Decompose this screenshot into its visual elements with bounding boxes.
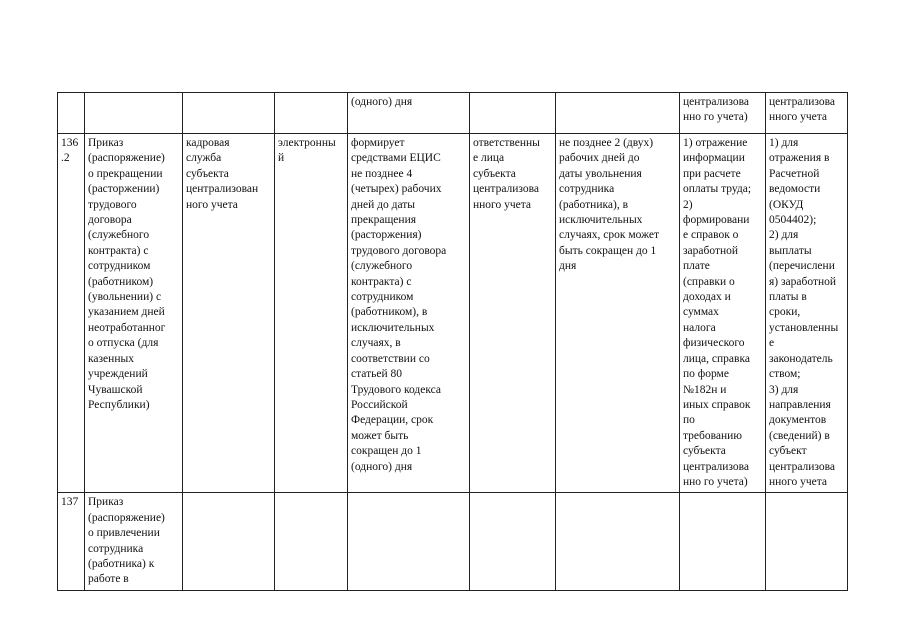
table-row: [58, 134, 848, 493]
document-name-cell: Приказ (распоряжение) о привлечении сотрудника (работника) к работе в: [85, 493, 183, 590]
document-table: [57, 92, 848, 591]
deadline-cell: [556, 93, 680, 134]
document-name-cell: Приказ (распоряжение) о прекращении (расторжении) трудового договора (служебного контракта) с сотрудником (работником) (увольнении) с указанием дней неотработанног о отпуска (для казенных учреждений Чувашской Республики): [85, 134, 183, 493]
table-row: [58, 493, 848, 590]
deadline-cell: не позднее 2 (двух) рабочих дней до даты увольнения сотрудника (работника), в исключительных случаях, срок может быть сокращен до 1 дня: [556, 134, 680, 493]
row-number-cell: [58, 93, 85, 134]
responsible-cell: [470, 93, 556, 134]
originator-cell: [183, 93, 275, 134]
purpose-cell: [766, 493, 848, 590]
usage-cell: централизова нно го учета): [680, 93, 766, 134]
deadline-cell: [556, 493, 680, 590]
action-cell: формирует средствами ЕЦИС не позднее 4 (четырех) рабочих дней до даты прекращения (расторжения) трудового договора (служебного контракта) с сотрудником (работником), в исключительных случаях, в соответствии со статьей 80 Трудового кодекса Российской Федерации, срок может быть сокращен до 1 (одного) дня: [348, 134, 470, 493]
responsible-cell: [470, 493, 556, 590]
action-cell: (одного) дня: [348, 93, 470, 134]
form-cell: [275, 493, 348, 590]
purpose-cell: 1) для отражения в Расчетной ведомости (ОКУД 0504402); 2) для выплаты (перечислени я) заработной платы в сроки, установленны е законодатель ством; 3) для направления документов (сведений) в субъект централизова нного учета: [766, 134, 848, 493]
table-row: [58, 93, 848, 134]
usage-cell: 1) отражение информации при расчете оплаты труда; 2) формировани е справок о заработной плате (справки о доходах и суммах налога физического лица, справка по форме №182н и иных справок по требованию субъекта централизова нно го учета): [680, 134, 766, 493]
action-cell: [348, 493, 470, 590]
form-cell: электронны й: [275, 134, 348, 493]
document-name-cell: [85, 93, 183, 134]
form-cell: [275, 93, 348, 134]
row-number-cell: 137: [58, 493, 85, 590]
originator-cell: кадровая служба субъекта централизован ного учета: [183, 134, 275, 493]
usage-cell: [680, 493, 766, 590]
responsible-cell: ответственны е лица субъекта централизова нного учета: [470, 134, 556, 493]
row-number-cell: 136 .2: [58, 134, 85, 493]
purpose-cell: централизова нного учета: [766, 93, 848, 134]
originator-cell: [183, 493, 275, 590]
